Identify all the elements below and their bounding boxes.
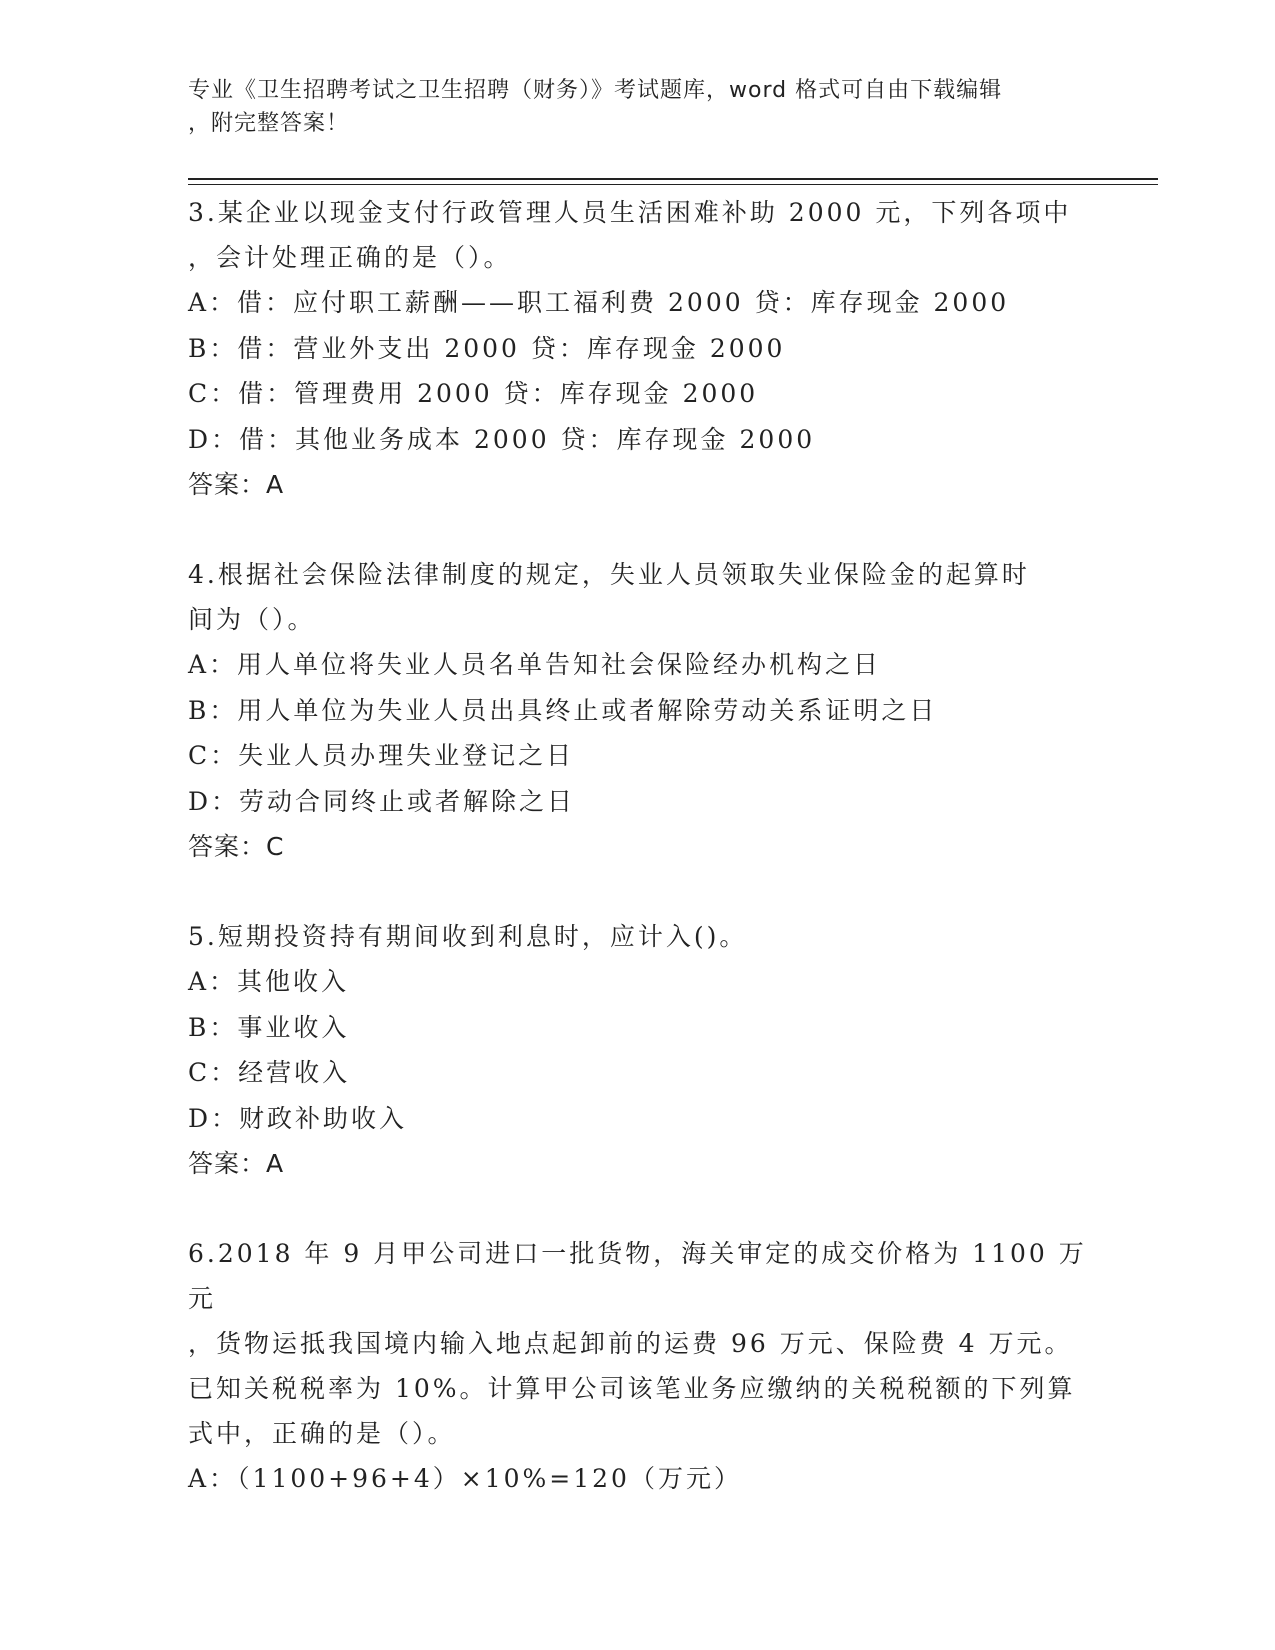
question-stem-line: 间为（）。: [188, 605, 316, 634]
question-6: [188, 1231, 1088, 1502]
question-spacer: [188, 1186, 1088, 1231]
header-divider-thick: [188, 178, 1158, 180]
question-stem-line: 已知关税税率为 10%。计算甲公司该笔业务应缴纳的关税税额的下列算: [188, 1374, 1076, 1403]
option-b: B：用人单位为失业人员出具终止或者解除劳动关系证明之日: [188, 695, 938, 725]
option-d: D：劳动合同终止或者解除之日: [188, 786, 576, 816]
option-a: A：（1100+96+4）×10%=120（万元）: [188, 1464, 742, 1493]
option-a: A：借：应付职工薪酬——职工福利费 2000 贷：库存现金 2000: [188, 288, 1010, 317]
question-spacer: [188, 869, 1088, 914]
option-b: B：事业收入: [188, 1012, 350, 1042]
question-4: [188, 552, 1088, 869]
question-stem-line: 式中，正确的是（）。: [188, 1419, 456, 1448]
question-list: [188, 190, 1088, 1502]
option-c: C：经营收入: [188, 1058, 351, 1087]
question-stem-line: 3.某企业以现金支付行政管理人员生活困难补助 2000 元，下列各项中: [188, 198, 1072, 227]
question-3: [188, 190, 1088, 507]
question-stem-line: 5.短期投资持有期间收到利息时，应计入()。: [188, 922, 748, 951]
option-d: D：借：其他业务成本 2000 贷：库存现金 2000: [188, 424, 816, 454]
question-spacer: [188, 507, 1088, 552]
answer-label: 答案：C: [188, 832, 285, 861]
header-divider-thin: [188, 184, 1158, 185]
option-a: A：用人单位将失业人员名单告知社会保险经办机构之日: [188, 650, 882, 679]
header-line-2: ，附完整答案！: [188, 111, 350, 136]
option-d: D：财政补助收入: [188, 1103, 408, 1133]
option-c: C：失业人员办理失业登记之日: [188, 741, 575, 770]
question-stem-line: ，会计处理正确的是（）。: [188, 243, 512, 272]
option-c: C：借：管理费用 2000 贷：库存现金 2000: [188, 379, 759, 408]
answer-label: 答案：A: [188, 1149, 285, 1178]
question-stem-line: 4.根据社会保险法律制度的规定，失业人员领取失业保险金的起算时: [188, 560, 1030, 589]
document-header: [188, 74, 1088, 140]
option-b: B：借：营业外支出 2000 贷：库存现金 2000: [188, 333, 786, 363]
question-stem-line: 6.2018 年 9 月甲公司进口一批货物，海关审定的成交价格为 1100 万元: [188, 1239, 1087, 1313]
question-stem-line: ，货物运抵我国境内输入地点起卸前的运费 96 万元、保险费 4 万元。: [188, 1329, 1073, 1358]
option-a: A：其他收入: [188, 967, 350, 996]
answer-label: 答案：A: [188, 470, 285, 499]
question-5: [188, 914, 1088, 1186]
header-line-1: 专业《卫生招聘考试之卫生招聘（财务）》考试题库，word 格式可自由下载编辑: [188, 78, 1003, 103]
